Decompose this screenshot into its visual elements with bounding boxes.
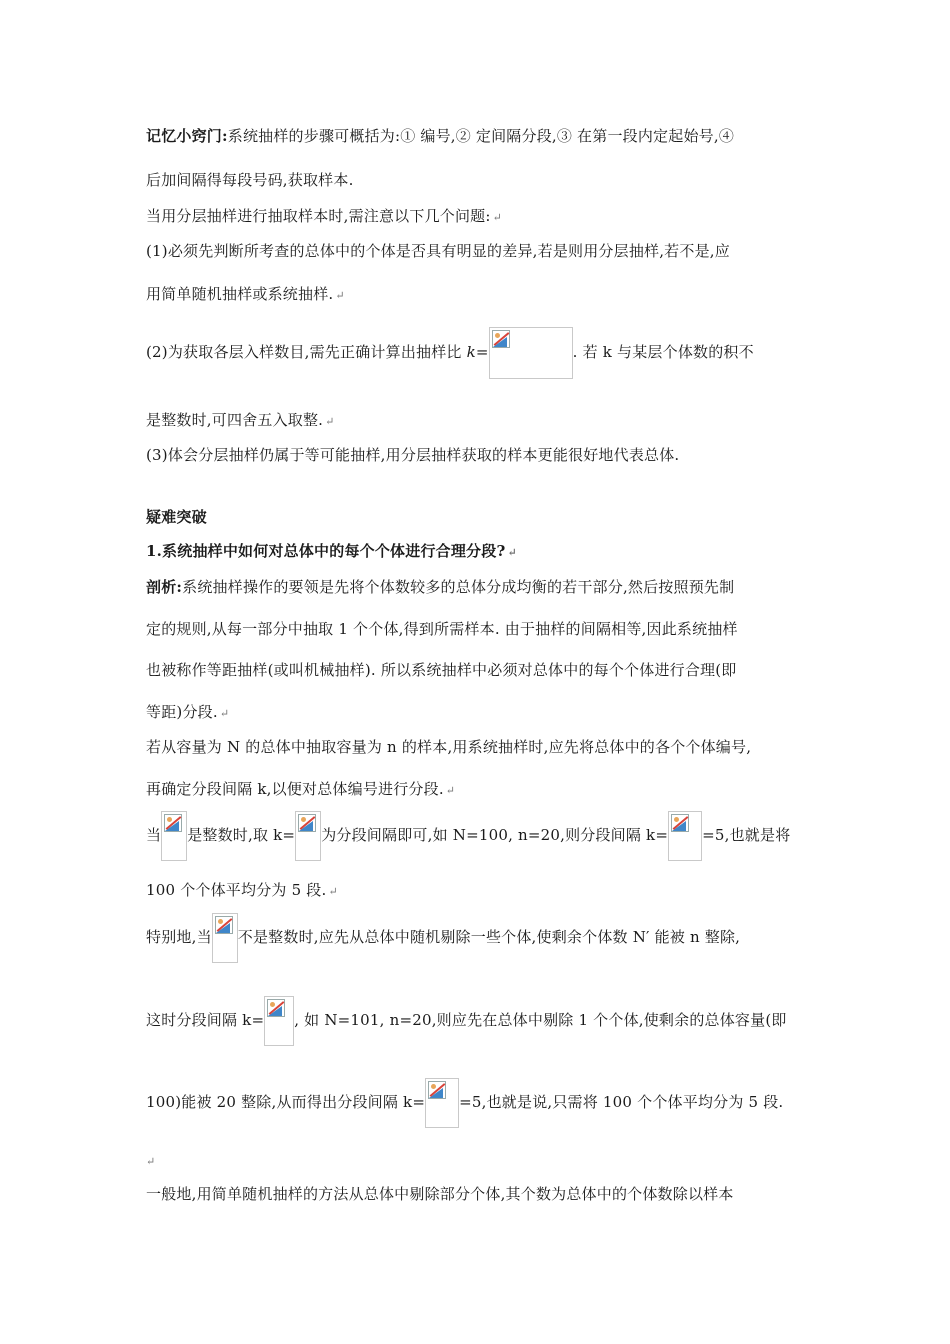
stratified-p1-line-2: 用简单随机抽样或系统抽样. ↵ xyxy=(146,285,345,303)
stratified-p2-line-1: (2)为获取各层入样数目,需先正确计算出抽样比 k= . 若 k 与某层个体数的积不 xyxy=(146,326,754,379)
body-line-c1: 当 是整数时,取 k= 为分段间隔即可,如 N=100, n=20,则分段间隔 k= =5,也就是将 xyxy=(146,810,790,861)
stratified-p3: (3)体会分层抽样仍属于等可能抽样,用分层抽样获取的样本更能很好地代表总体. xyxy=(146,446,680,464)
memory-line-2: 后加间隔得每段号码,获取样本. xyxy=(146,171,354,189)
broken-image-icon xyxy=(264,996,294,1046)
analysis-line-3: 也被称作等距抽样(或叫机械抽样). 所以系统抽样中必须对总体中的每个个体进行合理(即 xyxy=(146,661,737,679)
stratified-p2-line-2: 是整数时,可四舍五入取整. ↵ xyxy=(146,411,335,429)
question-title: 1.系统抽样中如何对总体中的每个个体进行合理分段? ↵ xyxy=(146,542,517,560)
body-line-d1: 特别地,当 不是整数时,应先从总体中随机剔除一些个体,使剩余个体数 N′ 能被 n 整除, xyxy=(146,912,740,963)
broken-image-icon xyxy=(295,811,321,861)
broken-image-icon xyxy=(668,811,702,861)
broken-image-icon xyxy=(161,811,187,861)
body-line-g1: 一般地,用简单随机抽样的方法从总体中剔除部分个体,其个数为总体中的个体数除以样本 xyxy=(146,1185,734,1203)
analysis-line-2: 定的规则,从每一部分中抽取 1 个个体,得到所需样本. 由于抽样的间隔相等,因此系统抽样 xyxy=(146,620,738,638)
broken-image-icon xyxy=(212,913,238,963)
broken-image-icon xyxy=(425,1078,459,1128)
analysis-line-1: 剖析:系统抽样操作的要领是先将个体数较多的总体分成均衡的若干部分,然后按照预先制 xyxy=(146,578,735,596)
broken-image-icon xyxy=(489,327,573,379)
stratified-p1-line-1: (1)必须先判断所考查的总体中的个体是否具有明显的差异,若是则用分层抽样,若不是,应 xyxy=(146,242,730,260)
body-line-e1: 这时分段间隔 k= , 如 N=101, n=20,则应先在总体中剔除 1 个个体,使剩余的总体容量(即 xyxy=(146,995,787,1046)
body-line-c2: 100 个个体平均分为 5 段. ↵ xyxy=(146,881,338,899)
body-line-f1: 100)能被 20 整除,从而得出分段间隔 k= =5,也就是说,只需将 100 个个体平均分为 5 段. xyxy=(146,1077,783,1128)
body-line-b2: 再确定分段间隔 k,以便对总体编号进行分段. ↵ xyxy=(146,780,456,798)
memory-label: 记忆小窍门: xyxy=(146,127,228,145)
memory-line-1: 记忆小窍门:系统抽样的步骤可概括为:① 编号,② 定间隔分段,③ 在第一段内定起始号,④ xyxy=(146,127,735,145)
section-title: 疑难突破 xyxy=(146,508,207,526)
paragraph-mark-line: ↵ xyxy=(146,1155,156,1168)
stratified-intro: 当用分层抽样进行抽取样本时,需注意以下几个问题: ↵ xyxy=(146,207,503,225)
body-line-b1: 若从容量为 N 的总体中抽取容量为 n 的样本,用系统抽样时,应先将总体中的各个个体编号, xyxy=(146,738,752,756)
analysis-line-4: 等距)分段. ↵ xyxy=(146,703,230,721)
analysis-label: 剖析: xyxy=(146,578,183,596)
